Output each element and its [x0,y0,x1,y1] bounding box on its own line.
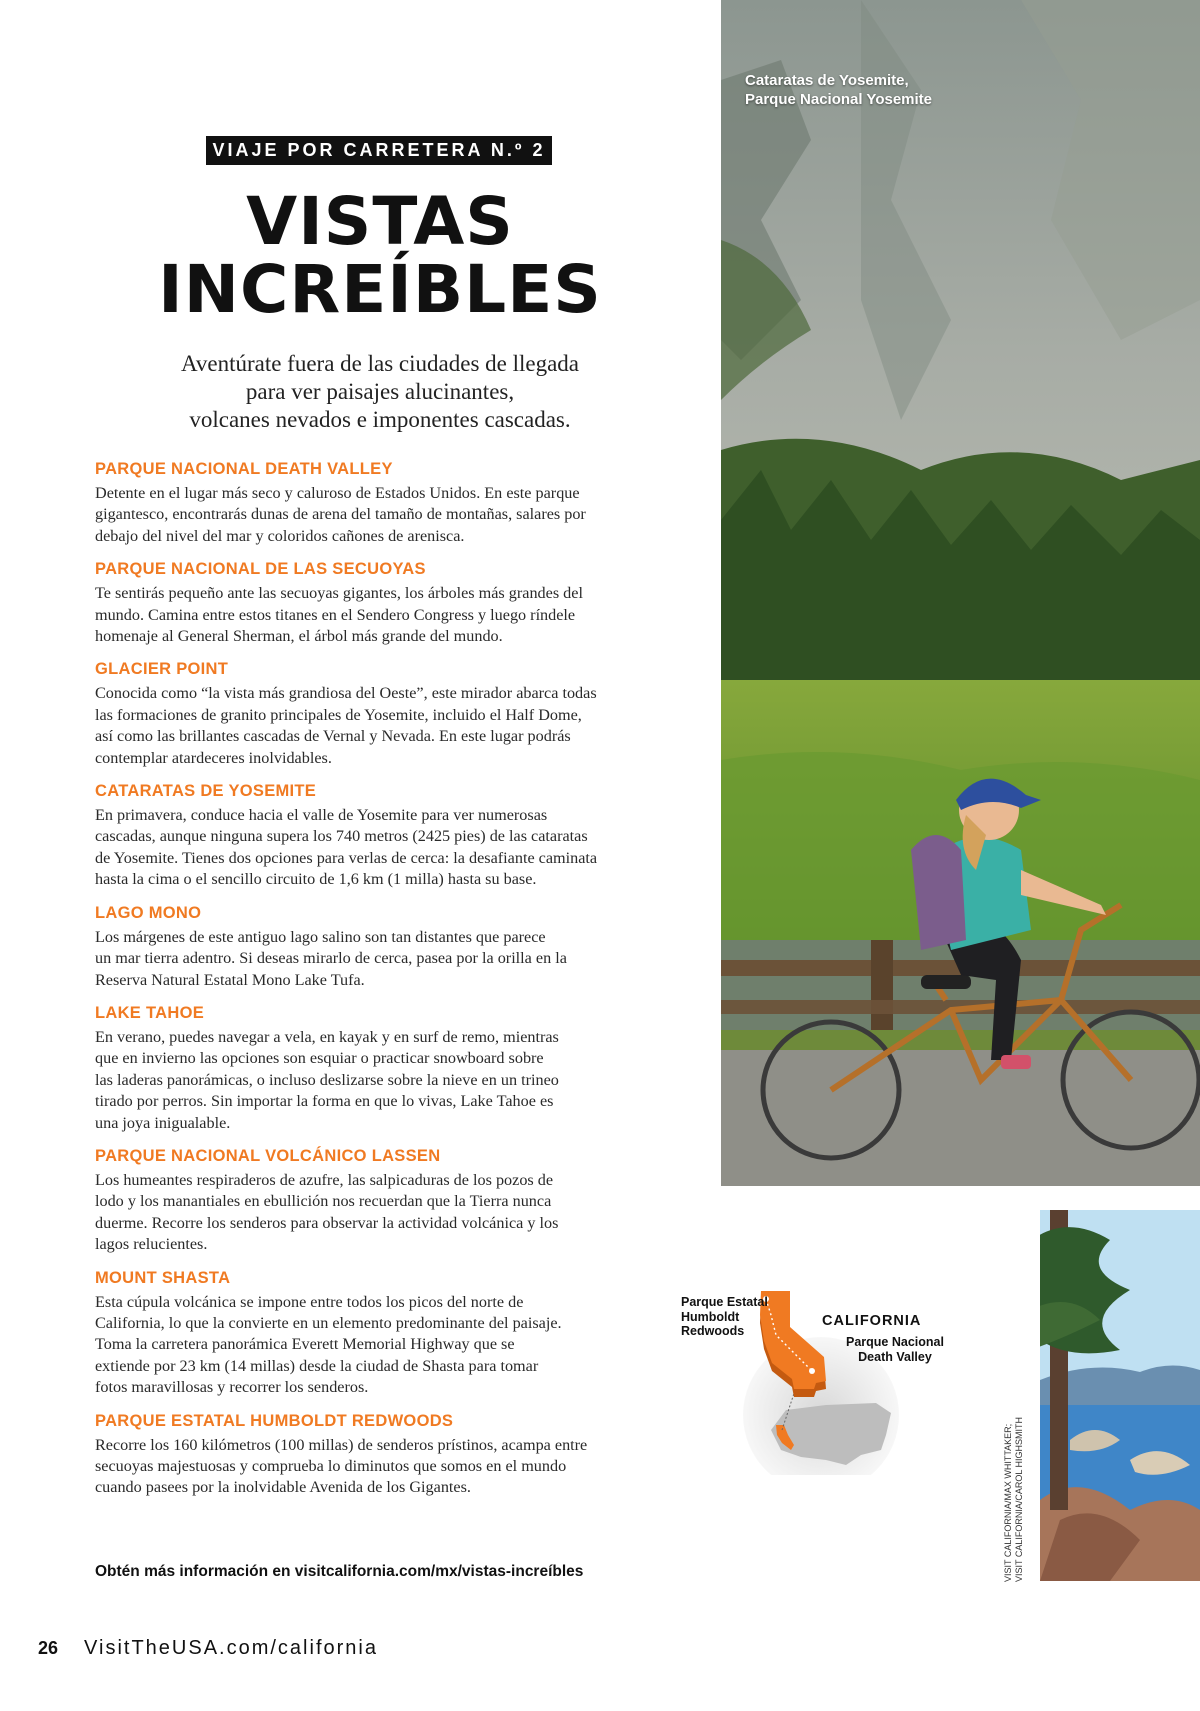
section-heading: PARQUE ESTATAL HUMBOLDT REDWOODS [95,1411,454,1430]
caption-line: Cataratas de Yosemite, [745,72,909,89]
section-heading: PARQUE NACIONAL VOLCÁNICO LASSEN [95,1146,441,1165]
section-heading: LAGO MONO [95,903,202,922]
lake-tahoe-photo [1040,1210,1200,1581]
title-line-1: VISTAS [246,183,514,260]
subtitle-line: para ver paisajes alucinantes, [245,379,515,404]
map-label-line: Humboldt [681,1309,740,1324]
photo-credits [1003,1382,1025,1582]
road-trip-badge: VIAJE POR CARRETERA N.º 2 [206,136,552,165]
title-line-2: INCREÍBLES [158,251,602,328]
yosemite-cyclist-illustration [721,0,1200,1186]
section-body: Conocida como “la vista más grandiosa del Oeste”, este mirador abarca todas las formaciones de granito principales de Yosemite, incluido el Half Dome, así como las brillantes cascadas de Vernal y Nevada. En este lugar podrás contemplar atardeceres inolvidables. [95,684,597,767]
map-label-humboldt [681,1295,768,1339]
credit-line: VISIT CALIFORNIA/CAROL HIGHSMITH [1014,1416,1024,1582]
page-footer [38,1637,378,1660]
section-body: Te sentirás pequeño ante las secuoyas gigantes, los árboles más grandes del mundo. Camina entre estos titanes en el Sendero Congress y luego ríndele homenaje al General Sherman, el árbol más grande del mundo. [95,584,583,646]
section-body: En primavera, conduce hacia el valle de Yosemite para ver numerosas cascadas, aunque ninguna supera los 740 metros (2425 pies) de las cataratas de Yosemite. Tienes dos opciones para verlas de cerca: la desafiante caminata hasta la cima o el sencillo circuito de 1,6 km (1 milla) hasta su base. [95,806,598,889]
section-body: Los márgenes de este antiguo lago salino son tan distantes que parece un mar tierra adentro. Si deseas mirarlo de cerca, pasea por la orilla en la Reserva Natural Estatal Mono Lake Tufa. [95,927,567,989]
section-heading: PARQUE NACIONAL DE LAS SECUOYAS [95,560,426,579]
section-body: Los humeantes respiraderos de azufre, las salpicaduras de los pozos de lodo y los manantiales en ebullición nos recuerdan que la Tierra nunca duerme. Recorre los senderos para observar la actividad volcánica y los lagos relucientes. [95,1170,559,1254]
section-humboldt-redwoods [95,1412,675,1499]
page-number: 26 [38,1638,59,1658]
section-heading: MOUNT SHASTA [95,1268,231,1287]
map-label-line: Parque Nacional [846,1335,944,1349]
section-heading: GLACIER POINT [95,660,229,679]
section-yosemite-falls [95,782,675,891]
section-body: Detente en el lugar más seco y caluroso de Estados Unidos. En este parque gigantesco, encontrarás dunas de arena del tamaño de montañas, salares por debajo del nivel del mar y coloridos cañones de arenisca. [95,484,586,545]
section-body: Esta cúpula volcánica se impone entre todos los picos del norte de California, lo que la convierte en un elemento predominante del paisaje. Toma la carretera panorámica Everett Memorial Highway que se extiende por 23 km (14 millas) desde la ciudad de Shasta para tomar fotos maravillosas y recorrer los senderos. [95,1292,562,1397]
map-label-state: CALIFORNIA [822,1313,922,1329]
section-lake-tahoe [95,1004,675,1134]
subtitle [100,350,660,434]
section-lassen [95,1147,675,1256]
section-death-valley [95,460,675,547]
subtitle-line: volcanes nevados e imponentes cascadas. [189,407,571,432]
section-mono-lake [95,904,675,991]
map-label-line: Redwoods [681,1324,745,1338]
section-heading: CATARATAS DE YOSEMITE [95,782,317,801]
section-glacier-point [95,660,675,769]
more-info-link[interactable]: Obtén más información en visitcalifornia.com/mx/vistas-increíbles [95,1563,584,1580]
photo-caption [745,71,932,109]
death-valley-marker [809,1368,815,1374]
caption-line: Parque Nacional Yosemite [745,91,933,108]
section-sequoia [95,560,675,647]
section-heading: LAKE TAHOE [95,1003,205,1022]
section-body: Recorre los 160 kilómetros (100 millas) de senderos prístinos, acampa entre secuoyas majestuosas y comprueba lo diminutos que somos en el mundo cuando pasees por la inolvidable Avenida de los Gigantes. [95,1435,588,1497]
credit-line: VISIT CALIFORNIA/MAX WHITTAKER; [1003,1423,1013,1582]
map-label-line: Death Valley [858,1349,932,1364]
section-body: En verano, puedes navegar a vela, en kayak y en surf de remo, mientras que en invierno las opciones son esquiar o practicar snowboard sobre las laderas panorámicas, o incluso deslizarse sobre la nieve en un trineo tirado por perros. Sin importar la forma en que lo vivas, Lake Tahoe es una joya inigualable. [95,1027,559,1132]
subtitle-line: Aventúrate fuera de las ciudades de llegada [180,351,580,376]
map-label-death-valley [846,1335,944,1364]
section-mount-shasta [95,1269,675,1399]
page-title [100,183,660,328]
section-heading: PARQUE NACIONAL DEATH VALLEY [95,460,393,478]
hero-photo [721,0,1200,1186]
map-label-line: Parque Estatal [681,1295,768,1309]
footer-url[interactable]: VisitTheUSA.com/california [84,1637,378,1659]
destination-list [95,460,675,1512]
lake-tahoe-illustration [1040,1210,1200,1581]
